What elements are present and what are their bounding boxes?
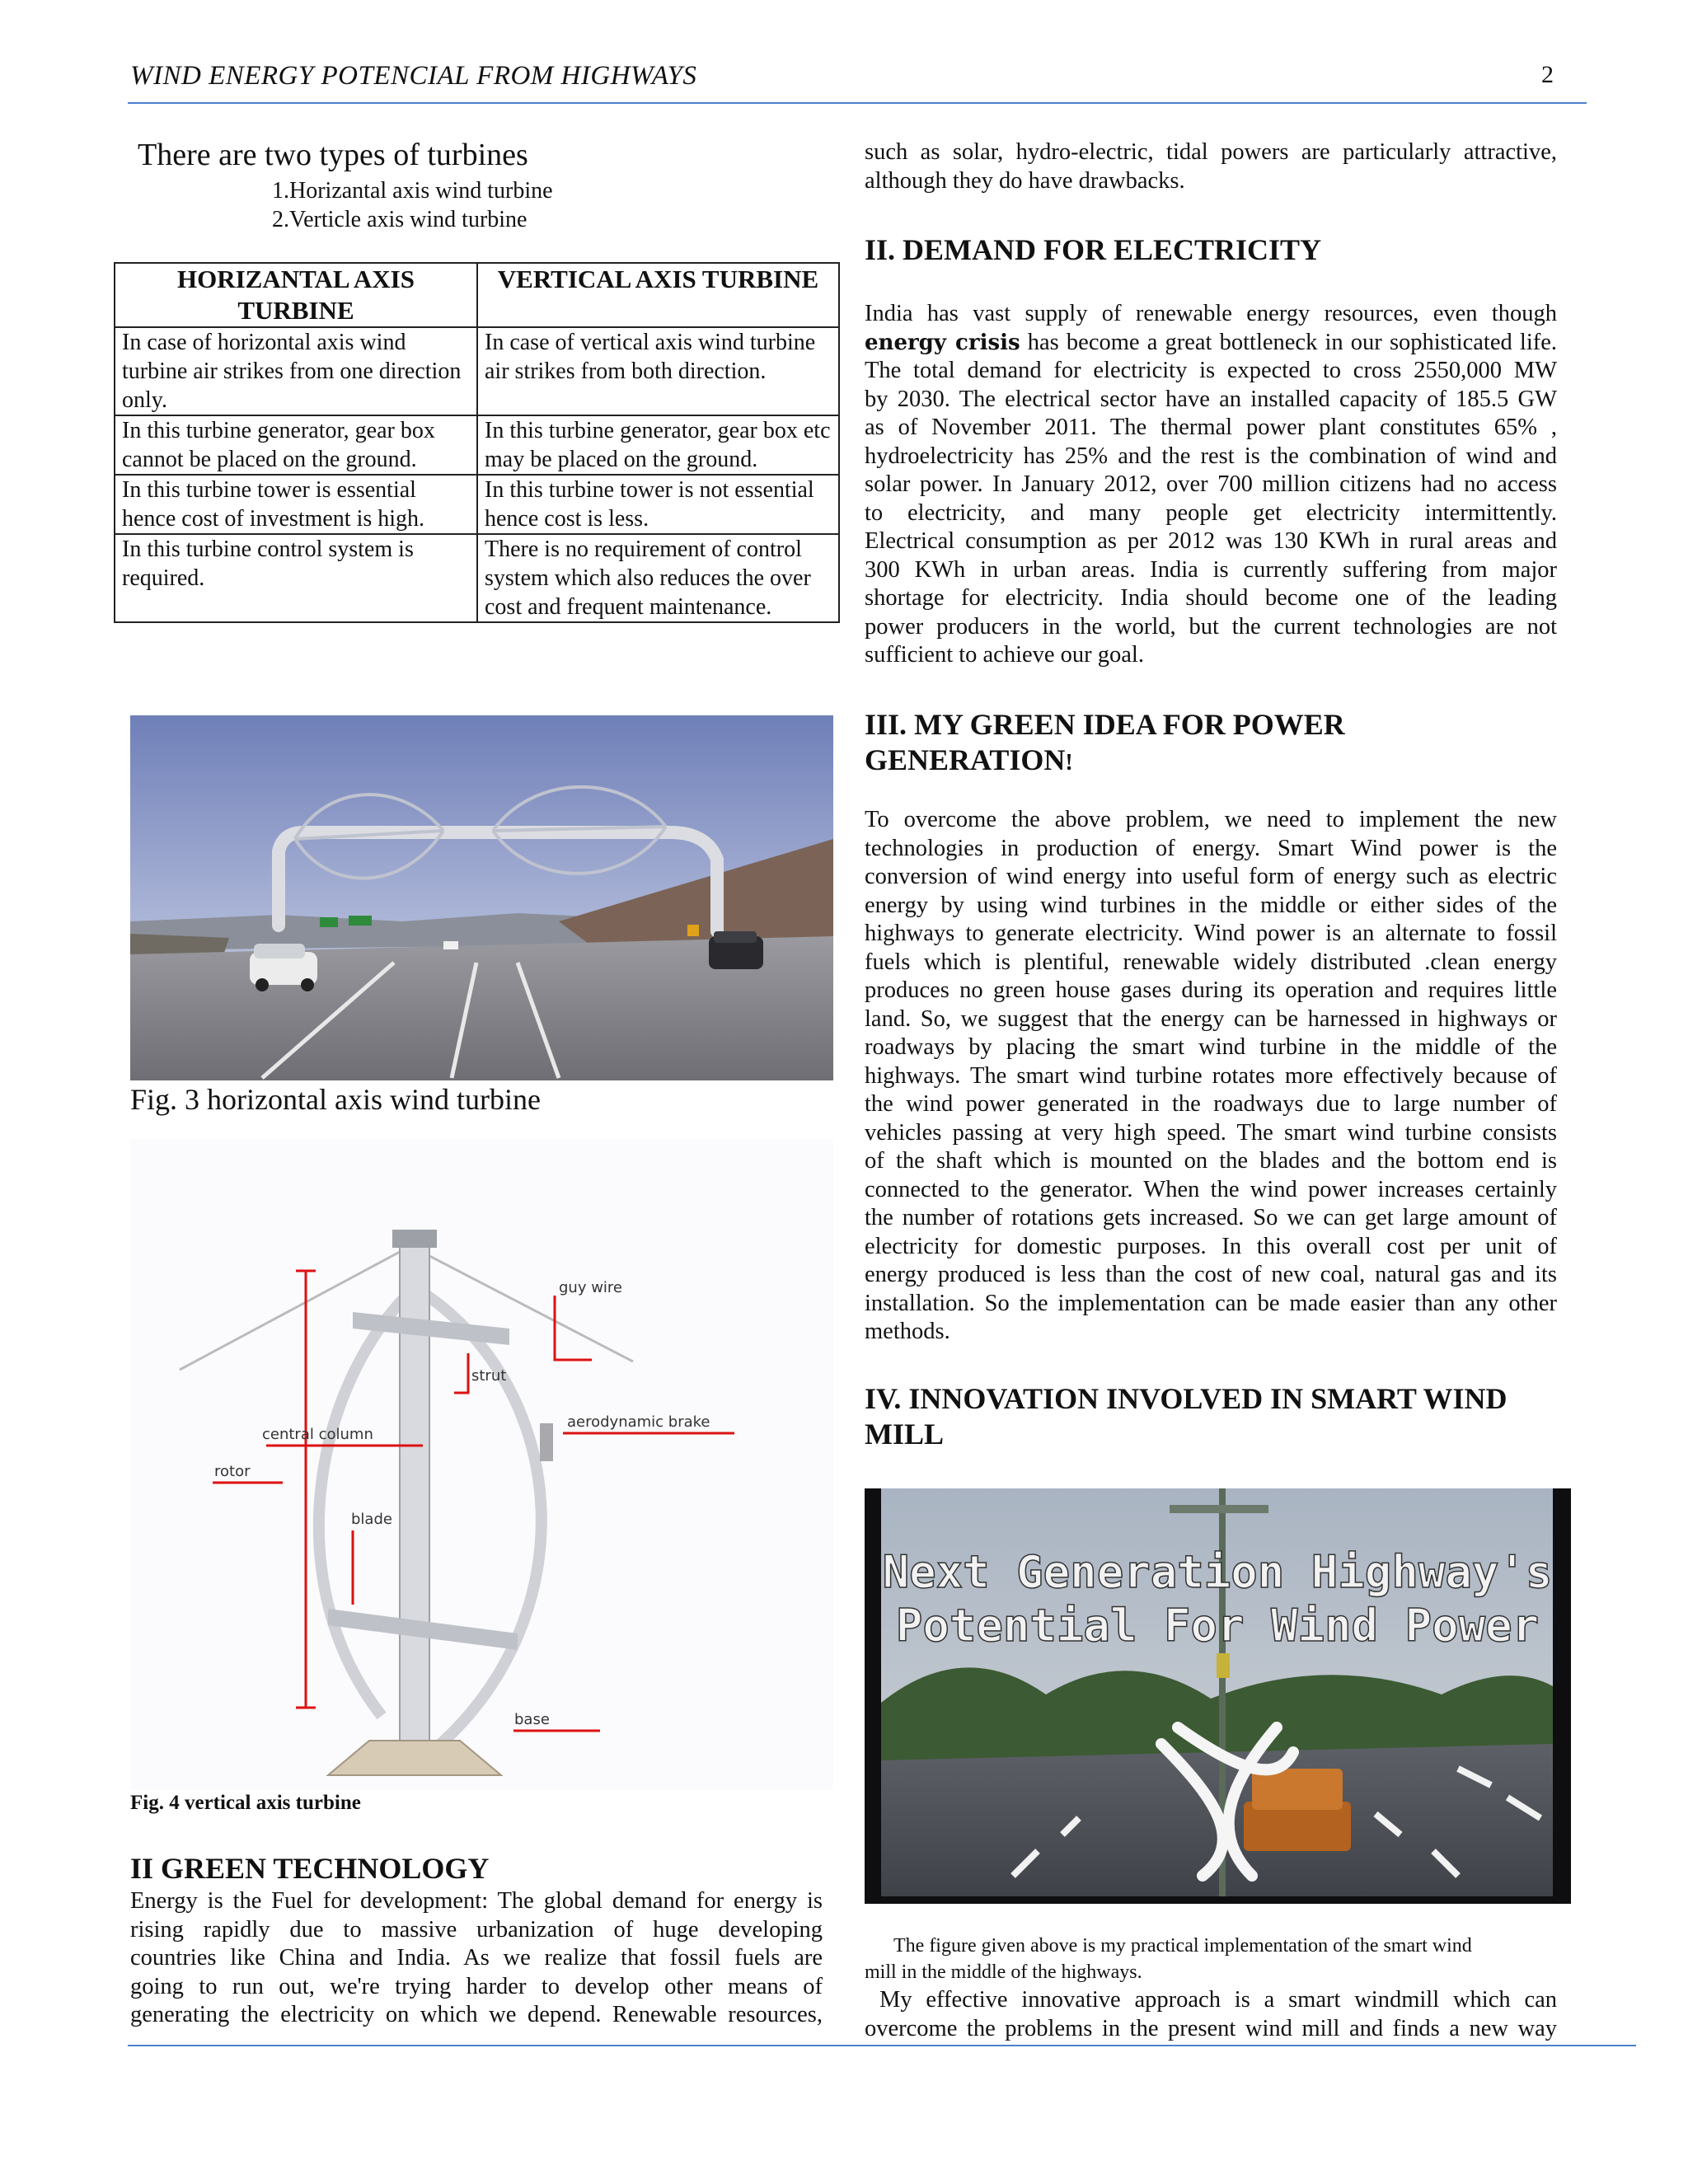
heading-line	[865, 743, 1345, 780]
text-line: power producers in the world, but the current technologies are not	[865, 613, 1557, 640]
text-line: highways. The smart wind turbine rotates more effectively because of	[865, 1062, 1557, 1089]
text-line: To overcome the above problem, we need to implement the new	[865, 807, 1557, 832]
text-line: highways to generate electricity. Wind power is an alternate to fossil	[865, 921, 1557, 946]
innovation-body	[865, 1986, 1557, 2043]
table-cell: In this turbine tower is not essential hence cost is less.	[477, 475, 839, 534]
green-idea-heading	[865, 707, 1345, 780]
fig4-diagram	[130, 1139, 833, 1790]
heading-text: GENERATION	[865, 743, 1066, 776]
text-line: rising rapidly due to massive urbanization of huge developing	[130, 1916, 823, 1943]
comparison-table	[114, 262, 840, 623]
running-title: WIND ENERGY POTENCIAL FROM HIGHWAYS	[130, 61, 697, 91]
fig3-image	[130, 715, 833, 1080]
text-line: The total demand for electricity is expected to cross 2550,000 MW	[865, 358, 1557, 383]
text-fragment: has become a great bottleneck in our sophisticated life.	[1020, 329, 1558, 355]
green-tech-body	[130, 1887, 823, 2030]
fig4-label-rotor: rotor	[214, 1463, 251, 1480]
type-item-vertical: 2.Verticle axis wind turbine	[272, 207, 528, 232]
types-heading: There are two types of turbines	[138, 138, 528, 172]
bold-phrase: energy crisis	[865, 330, 1020, 355]
text-line: although they do have drawbacks.	[865, 167, 1185, 194]
table-header-horizontal: HORIZANTAL AXIS TURBINE	[115, 263, 477, 327]
smart-windmill-image	[865, 1488, 1571, 1904]
heading-mark: !	[1065, 750, 1073, 776]
heading-line: IV. INNOVATION INVOLVED IN SMART WIND	[865, 1382, 1507, 1415]
caption-line: mill in the middle of the highways.	[865, 1961, 1142, 1983]
text-line: electricity for domestic purposes. In this overall cost per unit of	[865, 1233, 1557, 1259]
heading-line: MILL	[865, 1418, 945, 1451]
heading-line: III. MY GREEN IDEA FOR POWER	[865, 708, 1345, 741]
text-line	[865, 329, 1557, 358]
text-line: land. So, we suggest that the energy can be harnessed in highways or	[865, 1005, 1557, 1032]
text-line: energy by using wind turbines in the middle or either sides of the	[865, 892, 1557, 918]
text-line: roadways by placing the smart wind turbine in the middle of the	[865, 1034, 1557, 1060]
text-line: Electrical consumption as per 2012 was 130 KWh in rural areas and	[865, 528, 1557, 554]
text-line: shortage for electricity. India should become one of the leading	[865, 585, 1557, 611]
table-cell: In this turbine generator, gear box etc may be placed on the ground.	[477, 415, 839, 475]
text-line: hydroelectricity has 25% and the rest is the combination of wind and	[865, 443, 1557, 469]
text-line: solar power. In January 2012, over 700 million citizens had no access	[865, 471, 1557, 497]
fig4-caption: Fig. 4 vertical axis turbine	[130, 1792, 361, 1814]
fig4-label-base: base	[514, 1711, 550, 1728]
table-cell: In case of horizontal axis wind turbine air strikes from one direction only.	[115, 327, 477, 415]
text-line: by 2030. The electrical sector have an installed capacity of 185.5 GW	[865, 386, 1557, 412]
text-line: India has vast supply of renewable energy resources, even though	[865, 301, 1557, 326]
green-tech-heading: II GREEN TECHNOLOGY	[130, 1852, 490, 1885]
text-line: connected to the generator. When the wind power increases certainly	[865, 1176, 1557, 1202]
table-header-vertical: VERTICAL AXIS TURBINE	[477, 263, 839, 327]
table-cell: There is no requirement of control system which also reduces the over cost and frequent maintenance.	[477, 534, 839, 622]
table-cell: In this turbine generator, gear box cannot be placed on the ground.	[115, 415, 477, 475]
text-line: as of November 2011. The thermal power plant constitutes 65% ,	[865, 415, 1557, 440]
table-row	[115, 327, 839, 415]
table-cell: In this turbine tower is essential hence cost of investment is high.	[115, 475, 477, 534]
text-line: 300 KWh in urban areas. India is currently suffering from major	[865, 556, 1557, 583]
table-cell: In this turbine control system is required.	[115, 534, 477, 622]
text-line: My effective innovative approach is a smart windmill which can	[879, 1987, 1557, 2013]
text-line: generating the electricity on which we depend. Renewable resources,	[130, 2002, 823, 2027]
fig4-label-guy-wire: guy wire	[559, 1279, 623, 1296]
footer-rule	[128, 2045, 1636, 2046]
text-line: overcome the problems in the present wind mill and finds a new way	[865, 2015, 1557, 2041]
page-number: 2	[1541, 61, 1554, 88]
green-idea-body	[865, 806, 1557, 1347]
text-line: technologies in production of energy. Smart Wind power is the	[865, 835, 1557, 861]
header-rule	[128, 102, 1587, 104]
fig4-label-blade: blade	[351, 1511, 392, 1528]
text-line: the wind power generated in the roadways due to large number of	[865, 1091, 1557, 1117]
caption-line: The figure given above is my practical implementation of the smart wind	[893, 1935, 1472, 1957]
text-line: going to run out, we're trying harder to develop other means of	[130, 1973, 823, 1999]
text-line: Energy is the Fuel for development: The global demand for energy is	[130, 1888, 823, 1914]
text-line: to electricity, and many people get electricity intermittently.	[865, 499, 1557, 526]
demand-body	[865, 300, 1557, 670]
text-line: energy produced is less than the cost of new coal, natural gas and its	[865, 1262, 1557, 1287]
text-line: countries like China and India. As we realize that fossil fuels are	[130, 1945, 823, 1971]
text-line: produces no green house gases during its operation and requires little	[865, 977, 1557, 1003]
text-line: conversion of wind energy into useful form of energy such as electric	[865, 864, 1557, 889]
intro-paragraph	[865, 138, 1557, 195]
text-line: fuels which is plentiful, renewable widely distributed .clean energy	[865, 949, 1557, 975]
table-row	[115, 534, 839, 622]
fig4-label-central-column: central column	[262, 1426, 373, 1443]
table-row	[115, 475, 839, 534]
windmill-caption	[865, 1933, 1557, 1985]
demand-heading: II. DEMAND FOR ELECTRICITY	[865, 233, 1322, 266]
image-overlay-text-line2: Potential For Wind Power	[895, 1600, 1540, 1652]
text-line: methods.	[865, 1319, 950, 1344]
fig3-caption: Fig. 3 horizontal axis wind turbine	[130, 1083, 541, 1116]
text-line: sufficient to achieve our goal.	[865, 642, 1144, 668]
table-header-row	[115, 263, 839, 327]
text-line: such as solar, hydro-electric, tidal powers are particularly attractive,	[865, 139, 1557, 165]
text-line: the number of rotations gets increased. So we can get large amount of	[865, 1205, 1557, 1230]
table-cell: In case of vertical axis wind turbine air strikes from both direction.	[477, 327, 839, 415]
text-line: vehicles passing at very high speed. The smart wind turbine consists	[865, 1119, 1557, 1146]
fig4-label-aerodynamic-brake: aerodynamic brake	[567, 1413, 710, 1431]
fig4-label-strut: strut	[471, 1367, 507, 1385]
text-line: installation. So the implementation can be made easier than any other	[865, 1290, 1557, 1316]
table-row	[115, 415, 839, 475]
text-line: of the shaft which is mounted on the blades and the bottom end is	[865, 1148, 1557, 1174]
type-item-horizontal: 1.Horizantal axis wind turbine	[272, 178, 553, 204]
image-overlay-text-line1: Next Generation Highway's	[882, 1546, 1553, 1598]
innovation-heading	[865, 1381, 1507, 1452]
types-list	[272, 176, 553, 234]
